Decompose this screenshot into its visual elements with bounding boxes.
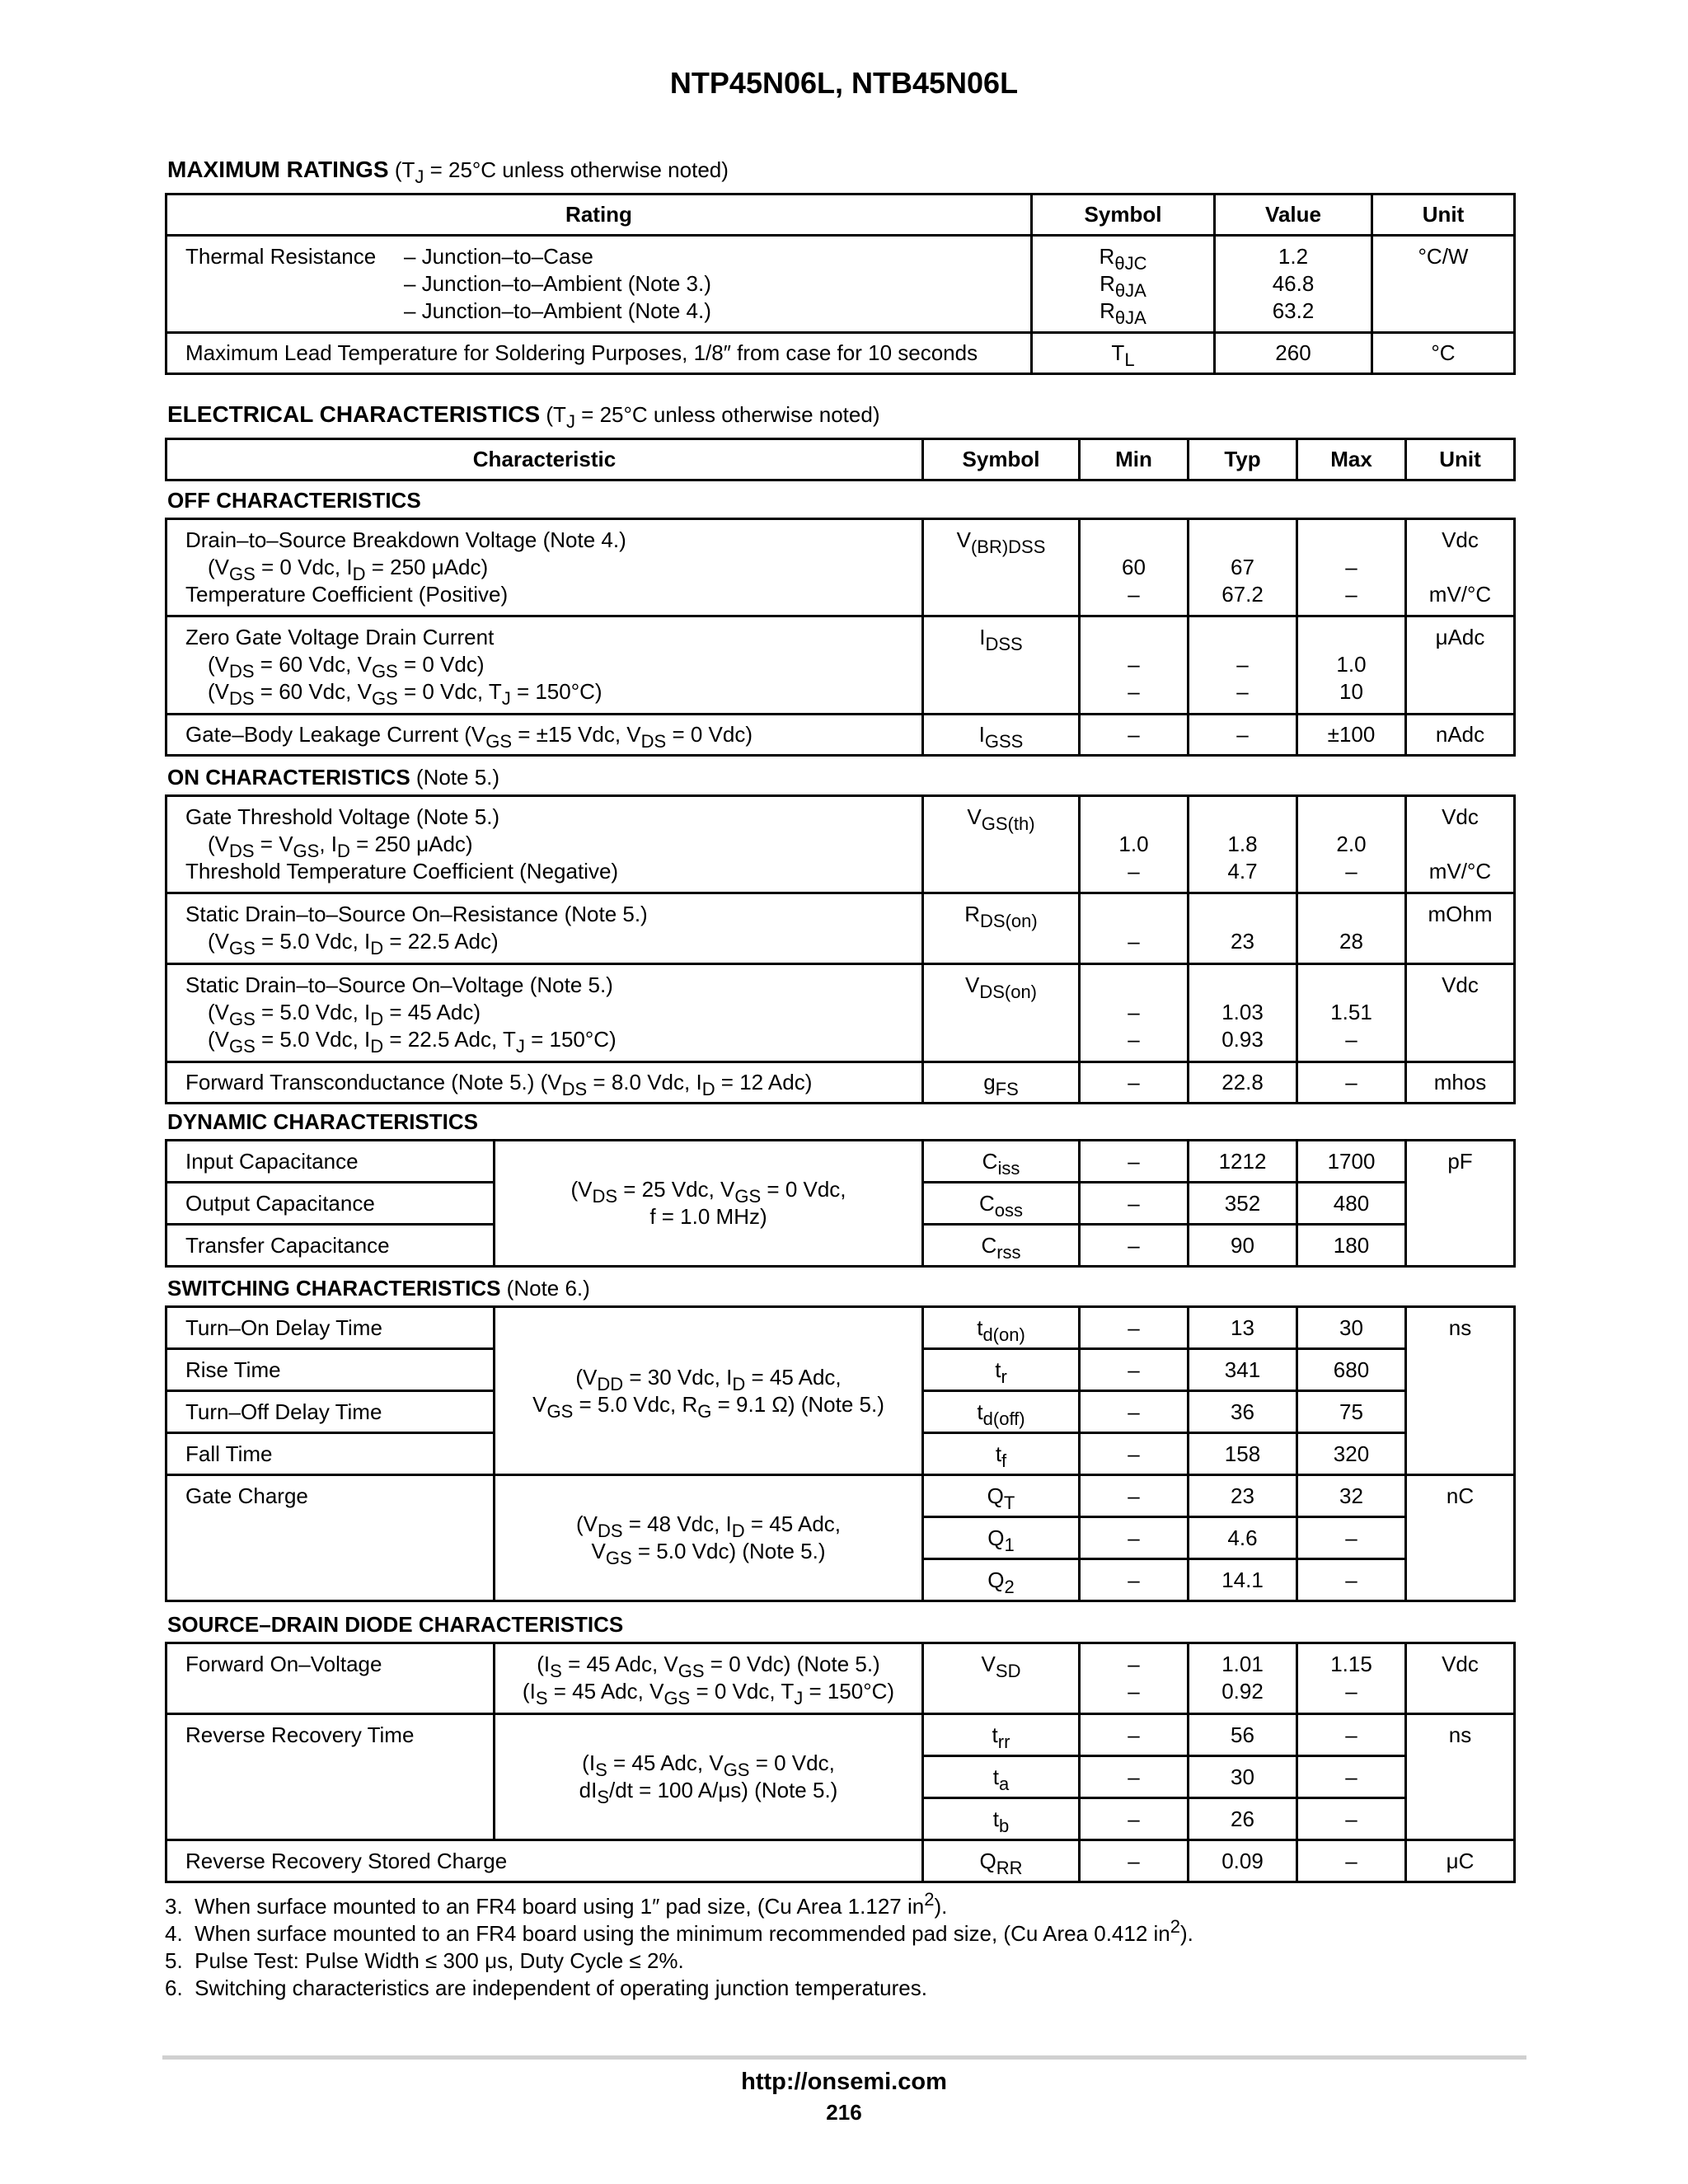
table-row: Static Drain–to–Source On–Voltage (Note 5.) ($V_{GS} = 5.0$ Vdc, $I_D = 45$ Adc) ($V_{GS} = 5.0$ Vdc, $I_D = 22.5$ Adc, $T_J = 150^\circ C$) $V_{DS(on)}$ – – 1.03 0.93 1.51 – Vdc xyxy=(166,964,1515,1062)
table-row: Static Drain–to–Source On–Resistance (Note 5.) ($V_{GS} = 5.0$ Vdc, $I_D = 22.5$ Adc) $R_{DS(on)}$ – 23 28 mOhm xyxy=(166,893,1515,964)
page-number: 216 xyxy=(826,2100,862,2125)
max-ratings-table xyxy=(165,193,1516,375)
sw-char-table xyxy=(165,1305,1516,1602)
table-row: Turn–On Delay Time ($V_{DD} = 30$ Vdc, $I_D = 45$ Adc, $V_{GS} = 5.0$ Vdc, $R_G = 9.1$ Ω) (Note 5.) $t_{d(on)}$ – 13 30 ns xyxy=(166,1307,1515,1349)
dyn-char-table xyxy=(165,1139,1516,1268)
col-symbol: Symbol xyxy=(923,439,1080,480)
table-row: Reverse Recovery Time ($I_S = 45$ Adc, $V_{GS} = 0$ Vdc, $dI_S/dt = 100$ A/μs) (Note 5.) $t_{rr}$ – 56 – ns xyxy=(166,1714,1515,1756)
table-row: Thermal Resistance – Junction–to–Case – Junction–to–Ambient (Note 3.) – Junction–to–Ambient (Note 4.) $R_{\theta JC}$ $R_{\theta JA}$ $R_{\theta JA}$ 1.2 46.8 63.2 °C/W xyxy=(166,236,1515,333)
elec-header-table xyxy=(165,438,1516,481)
table-row: Turn–Off Delay Time $t_{d(off)}$ – 36 75 xyxy=(166,1391,1515,1433)
footer-url[interactable]: http://onsemi.com xyxy=(741,2069,947,2095)
table-row: Forward On–Voltage ($I_S = 45$ Adc, $V_{GS} = 0$ Vdc) (Note 5.) ($I_S = 45$ Adc, $V_{GS} = 0$ Vdc, $T_J = 150^\circ C$) $V_{SD}$ – – 1.01 0.92 1.15 – Vdc xyxy=(166,1643,1515,1714)
col-value: Value xyxy=(1215,194,1372,236)
off-char-table xyxy=(165,518,1516,757)
table-row: Zero Gate Voltage Drain Current ($V_{DS} = 60$ Vdc, $V_{GS} = 0$ Vdc) ($V_{DS} = 60$ Vdc, $V_{GS} = 0$ Vdc, $T_J = 150^\circ C$) $I_{DSS}$ – – – – 1.0 10 μAdc xyxy=(166,616,1515,715)
dyn-char-heading: DYNAMIC CHARACTERISTICS xyxy=(167,1109,478,1134)
footnote: 6. Switching characteristics are independent of operating junction temperatures. xyxy=(165,1975,927,2000)
col-min: Min xyxy=(1080,439,1189,480)
sw-char-heading: SWITCHING CHARACTERISTICS (Note 6.) xyxy=(167,1276,590,1301)
table-row: Transfer Capacitance $C_{rss}$ – 90 180 xyxy=(166,1225,1515,1267)
col-max: Max xyxy=(1297,439,1406,480)
table-row: Drain–to–Source Breakdown Voltage (Note 4.) ($V_{GS} = 0$ Vdc, $I_D = 250$ μAdc) Temperature Coefficient (Positive) $V_{(BR)DSS}$ 60 – 67 67.2 – – Vdc mV/°C xyxy=(166,519,1515,616)
table-row: Output Capacitance $C_{oss}$ – 352 480 xyxy=(166,1183,1515,1225)
table-row: Forward Transconductance (Note 5.) ($V_{DS} = 8.0$ Vdc, $I_D = 12$ Adc) $g_{FS}$ – 22.8 – mhos xyxy=(166,1062,1515,1104)
table-row: $t_b$ – 26 – xyxy=(166,1798,1515,1840)
table-row: Gate Threshold Voltage (Note 5.) ($V_{DS} = V_{GS}$, $I_D = 250$ μAdc) Threshold Temperature Coefficient (Negative) $V_{GS(th)}$ 1.0 – 1.8 4.7 2.0 – Vdc mV/°C xyxy=(166,796,1515,893)
col-typ: Typ xyxy=(1189,439,1297,480)
table-row: $t_a$ – 30 – xyxy=(166,1756,1515,1798)
table-row: $Q_1$ – 4.6 – xyxy=(166,1517,1515,1559)
footer-divider xyxy=(162,2055,1526,2060)
table-row: Fall Time $t_f$ – 158 320 xyxy=(166,1433,1515,1475)
sd-char-heading: SOURCE–DRAIN DIODE CHARACTERISTICS xyxy=(167,1612,624,1637)
col-unit: Unit xyxy=(1406,439,1515,480)
on-char-table xyxy=(165,794,1516,1104)
col-symbol: Symbol xyxy=(1032,194,1215,236)
footnote: 5. Pulse Test: Pulse Width ≤ 300 μs, Duty Cycle ≤ 2%. xyxy=(165,1948,684,1973)
table-row: Gate–Body Leakage Current ($V_{GS} = \pm 15$ Vdc, $V_{DS} = 0$ Vdc) $I_{GSS}$ – – ±100 nAdc xyxy=(166,715,1515,756)
table-row: Rise Time $t_r$ – 341 680 xyxy=(166,1349,1515,1391)
footnote: 4. When surface mounted to an FR4 board using the minimum recommended pad size, (Cu Area 0.412 $in^2$). xyxy=(165,1916,1193,1946)
table-row: Input Capacitance ($V_{DS} = 25$ Vdc, $V_{GS} = 0$ Vdc, f = 1.0 MHz) $C_{iss}$ – 1212 1700 pF xyxy=(166,1141,1515,1183)
table-row: Gate Charge ($V_{DS} = 48$ Vdc, $I_D = 45$ Adc, $V_{GS} = 5.0$ Vdc) (Note 5.) $Q_T$ – 23 32 nC xyxy=(166,1475,1515,1517)
col-unit: Unit xyxy=(1372,194,1515,236)
table-row: Reverse Recovery Stored Charge $Q_{RR}$ – 0.09 – μC xyxy=(166,1840,1515,1882)
off-char-heading: OFF CHARACTERISTICS xyxy=(167,488,421,513)
sd-char-table xyxy=(165,1642,1516,1883)
max-ratings-heading: MAXIMUM RATINGS ($T_J = 25^\circ C$ unless otherwise noted) xyxy=(167,157,729,187)
table-row: Maximum Lead Temperature for Soldering Purposes, 1/8″ from case for 10 seconds $T_L$ 260 °C xyxy=(166,333,1515,374)
table-row: $Q_2$ – 14.1 – xyxy=(166,1559,1515,1601)
elec-heading: ELECTRICAL CHARACTERISTICS ($T_J = 25^\circ C$ unless otherwise noted) xyxy=(167,401,880,432)
footnote: 3. When surface mounted to an FR4 board using 1″ pad size, (Cu Area 1.127 $in^2$). xyxy=(165,1889,948,1919)
on-char-heading: ON CHARACTERISTICS (Note 5.) xyxy=(167,765,500,790)
page-title: NTP45N06L, NTB45N06L xyxy=(669,66,1019,100)
footnotes xyxy=(165,1889,1193,2002)
col-characteristic: Characteristic xyxy=(166,439,923,480)
col-rating: Rating xyxy=(166,194,1032,236)
